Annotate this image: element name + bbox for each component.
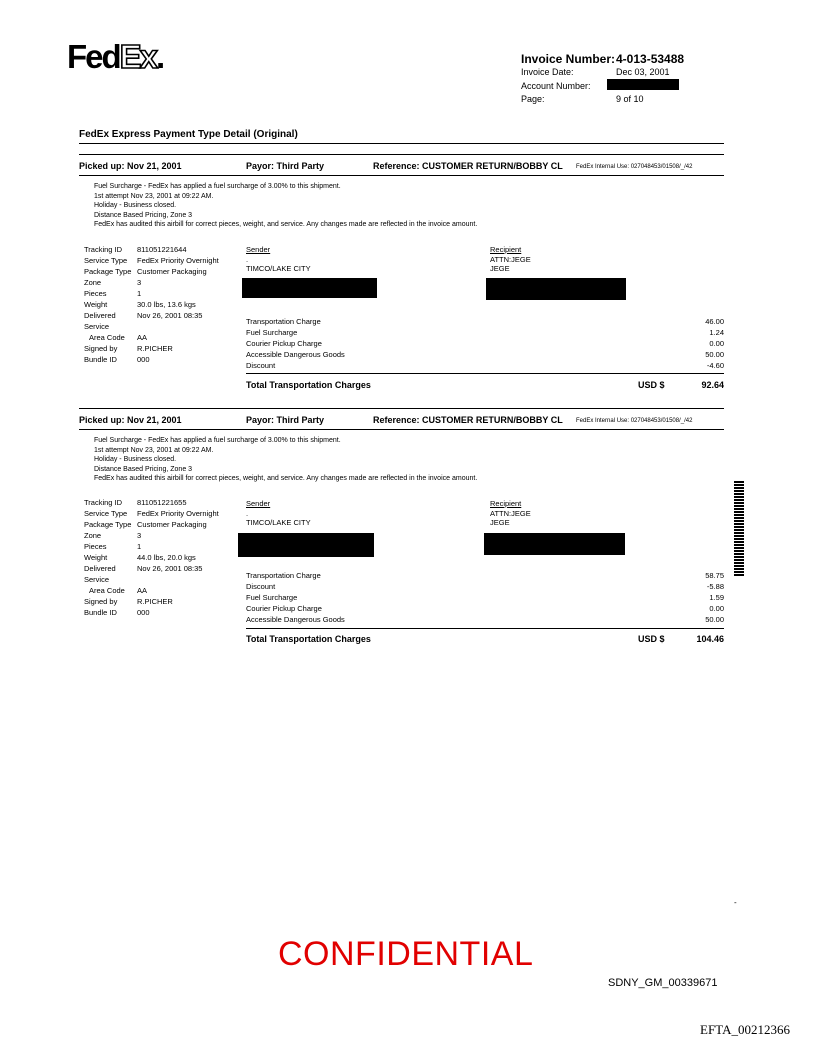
charge-amount: 0.00	[709, 604, 724, 613]
signed-by-label: Signed by	[84, 597, 118, 606]
sender-address-redaction	[242, 278, 377, 298]
charge-amount: -4.60	[706, 361, 724, 370]
sender-label: Sender	[246, 245, 271, 254]
pieces: 1	[137, 542, 142, 551]
account-number-label: Account Number:	[521, 81, 591, 91]
tracking-id-label: Tracking ID	[84, 245, 123, 254]
charge-row	[246, 614, 724, 625]
section-rule	[79, 143, 724, 144]
delivered: Nov 26, 2001 08:35	[137, 311, 203, 320]
confidential-stamp: CONFIDENTIAL	[278, 935, 534, 973]
sender-company: TIMCO/LAKE CITY	[246, 518, 311, 527]
note-line: Distance Based Pricing, Zone 3	[94, 211, 193, 219]
charge-label: Transportation Charge	[246, 571, 321, 580]
payor: Payor: Third Party	[246, 415, 325, 425]
signed-by: R.PICHER	[137, 597, 173, 606]
tracking-id: 811051221655	[137, 498, 187, 507]
area-code-label: Area Code	[89, 333, 125, 342]
note-line: Distance Based Pricing, Zone 3	[94, 465, 193, 473]
charge-amount: 50.00	[705, 615, 724, 624]
recipient-name: JEGE	[490, 518, 510, 527]
payor: Payor: Third Party	[246, 161, 325, 171]
recipient-address-redaction	[486, 278, 626, 300]
charge-label: Courier Pickup Charge	[246, 339, 322, 348]
service-type: FedEx Priority Overnight	[137, 509, 219, 518]
charge-row	[246, 592, 724, 603]
charge-row	[246, 581, 724, 592]
pieces-label: Pieces	[84, 542, 107, 551]
package-type-label: Package Type	[84, 267, 132, 276]
account-number-redaction	[607, 79, 679, 90]
recipient-attn: ATTN:JEGE	[490, 508, 531, 518]
tracking-id: 811051221644	[137, 245, 187, 254]
charge-label: Fuel Surcharge	[246, 328, 298, 337]
total-label: Total Transportation Charges	[246, 380, 371, 390]
recipient-attn: ATTN:JEGE	[490, 254, 531, 264]
note-line: Holiday - Business closed.	[94, 202, 177, 210]
invoice-number-label: Invoice Number:	[521, 52, 616, 66]
service-label: Service	[84, 575, 110, 584]
shipment-header-rule	[79, 429, 724, 430]
charge-row	[246, 349, 724, 360]
area-code: AA	[137, 586, 148, 595]
delivered: Nov 26, 2001 08:35	[137, 564, 203, 573]
zone-label: Zone	[84, 531, 102, 540]
sender-company: TIMCO/LAKE CITY	[246, 264, 311, 273]
charge-label: Fuel Surcharge	[246, 593, 298, 602]
charges-list	[246, 570, 724, 625]
signed-by-label: Signed by	[84, 344, 118, 353]
note-line: Fuel Surcharge - FedEx has applied a fuel surcharge of 3.00% to this shipment.	[94, 437, 341, 444]
efta-number: EFTA_00212366	[700, 1022, 790, 1037]
bundle-id: 000	[137, 608, 150, 617]
weight-label: Weight	[84, 300, 108, 309]
service-type-label: Service Type	[84, 256, 128, 265]
total-amount: 92.64	[701, 380, 724, 390]
note-line: Fuel Surcharge - FedEx has applied a fuel surcharge of 3.00% to this shipment.	[94, 183, 341, 190]
total-amount: 104.46	[696, 634, 724, 644]
picked-up: Picked up: Nov 21, 2001	[79, 415, 182, 425]
note-line: 1st attempt Nov 23, 2001 at 09:22 AM.	[94, 446, 214, 454]
charge-label: Transportation Charge	[246, 317, 321, 326]
shipment-top-rule	[79, 408, 724, 409]
charge-row	[246, 570, 724, 581]
sender-line: .	[246, 508, 249, 518]
fedex-logo: FedEx.	[67, 38, 164, 75]
signed-by: R.PICHER	[137, 344, 173, 353]
service-type-label: Service Type	[84, 509, 128, 518]
note-line: Holiday - Business closed.	[94, 456, 177, 464]
recipient-name: JEGE	[490, 264, 510, 273]
area-code-label: Area Code	[89, 586, 125, 595]
internal-use: FedEx Internal Use: 027048453/01508/_/42	[576, 418, 693, 424]
package-type: Customer Packaging	[137, 267, 207, 276]
page-number: 9 of 10	[616, 94, 644, 104]
charge-amount: 46.00	[705, 317, 724, 326]
sender-block	[246, 245, 311, 274]
pieces: 1	[137, 289, 142, 298]
charge-amount: 1.24	[709, 328, 724, 337]
note-line: 1st attempt Nov 23, 2001 at 09:22 AM.	[94, 192, 214, 200]
charge-label: Discount	[246, 361, 276, 370]
document-id: SDNY_GM_00339671	[608, 977, 718, 989]
recipient-address-redaction	[484, 533, 625, 555]
reference: Reference: CUSTOMER RETURN/BOBBY CL	[373, 415, 563, 425]
charge-amount: 0.00	[709, 339, 724, 348]
tracking-id-label: Tracking ID	[84, 498, 123, 507]
pieces-label: Pieces	[84, 289, 107, 298]
service-label: Service	[84, 322, 110, 331]
charge-row	[246, 327, 724, 338]
package-type: Customer Packaging	[137, 520, 207, 529]
total-currency: USD $	[638, 634, 665, 644]
weight-label: Weight	[84, 553, 108, 562]
recipient-block	[490, 245, 531, 274]
bundle-id-label: Bundle ID	[84, 608, 117, 617]
note-line: FedEx has audited this airbill for correct pieces, weight, and service. Any changes made are reflected in the invoice amount.	[94, 475, 478, 483]
recipient-label: Recipient	[490, 245, 522, 254]
invoice-date: Dec 03, 2001	[616, 67, 670, 77]
charge-row	[246, 338, 724, 349]
bundle-id-label: Bundle ID	[84, 355, 117, 364]
charge-label: Accessible Dangerous Goods	[246, 350, 345, 359]
package-type-label: Package Type	[84, 520, 132, 529]
charge-row	[246, 603, 724, 614]
charges-list	[246, 316, 724, 371]
charge-label: Discount	[246, 582, 276, 591]
charge-label: Courier Pickup Charge	[246, 604, 322, 613]
area-code: AA	[137, 333, 148, 342]
zone: 3	[137, 531, 142, 540]
sender-line: .	[246, 254, 249, 264]
charge-row	[246, 316, 724, 327]
sender-label: Sender	[246, 499, 271, 508]
sender-address-redaction	[238, 533, 374, 557]
recipient-block	[490, 499, 531, 528]
invoice-number: 4-013-53488	[616, 52, 685, 66]
bundle-id: 000	[137, 355, 150, 364]
charge-row	[246, 360, 724, 371]
page-label: Page:	[521, 94, 545, 104]
invoice-date-label: Invoice Date:	[521, 67, 574, 77]
shipment-header-rule	[79, 175, 724, 176]
barcode	[734, 481, 744, 577]
charge-amount: 50.00	[705, 350, 724, 359]
charge-amount: -5.88	[706, 582, 724, 591]
shipment-notes	[94, 436, 477, 484]
internal-use: FedEx Internal Use: 027048453/01508/_/42	[576, 164, 693, 170]
delivered-label: Delivered	[84, 564, 116, 573]
note-line: FedEx has audited this airbill for correct pieces, weight, and service. Any changes made are reflected in the invoice amount.	[94, 221, 478, 229]
charge-amount: 58.75	[705, 571, 724, 580]
section-title: FedEx Express Payment Type Detail (Original)	[79, 129, 298, 140]
total-label: Total Transportation Charges	[246, 634, 371, 644]
picked-up: Picked up: Nov 21, 2001	[79, 161, 182, 171]
delivered-label: Delivered	[84, 311, 116, 320]
charge-amount: 1.59	[709, 593, 724, 602]
sender-block	[246, 499, 311, 528]
weight: 30.0 lbs, 13.6 kgs	[137, 300, 196, 309]
zone: 3	[137, 278, 142, 287]
stray-mark: -	[734, 898, 737, 907]
recipient-label: Recipient	[490, 499, 522, 508]
shipment-top-rule	[79, 154, 724, 155]
zone-label: Zone	[84, 278, 102, 287]
total-rule	[246, 628, 724, 629]
total-rule	[246, 373, 724, 374]
service-type: FedEx Priority Overnight	[137, 256, 219, 265]
reference: Reference: CUSTOMER RETURN/BOBBY CL	[373, 161, 563, 171]
shipment-notes	[94, 182, 477, 230]
charge-label: Accessible Dangerous Goods	[246, 615, 345, 624]
total-currency: USD $	[638, 380, 665, 390]
weight: 44.0 lbs, 20.0 kgs	[137, 553, 196, 562]
